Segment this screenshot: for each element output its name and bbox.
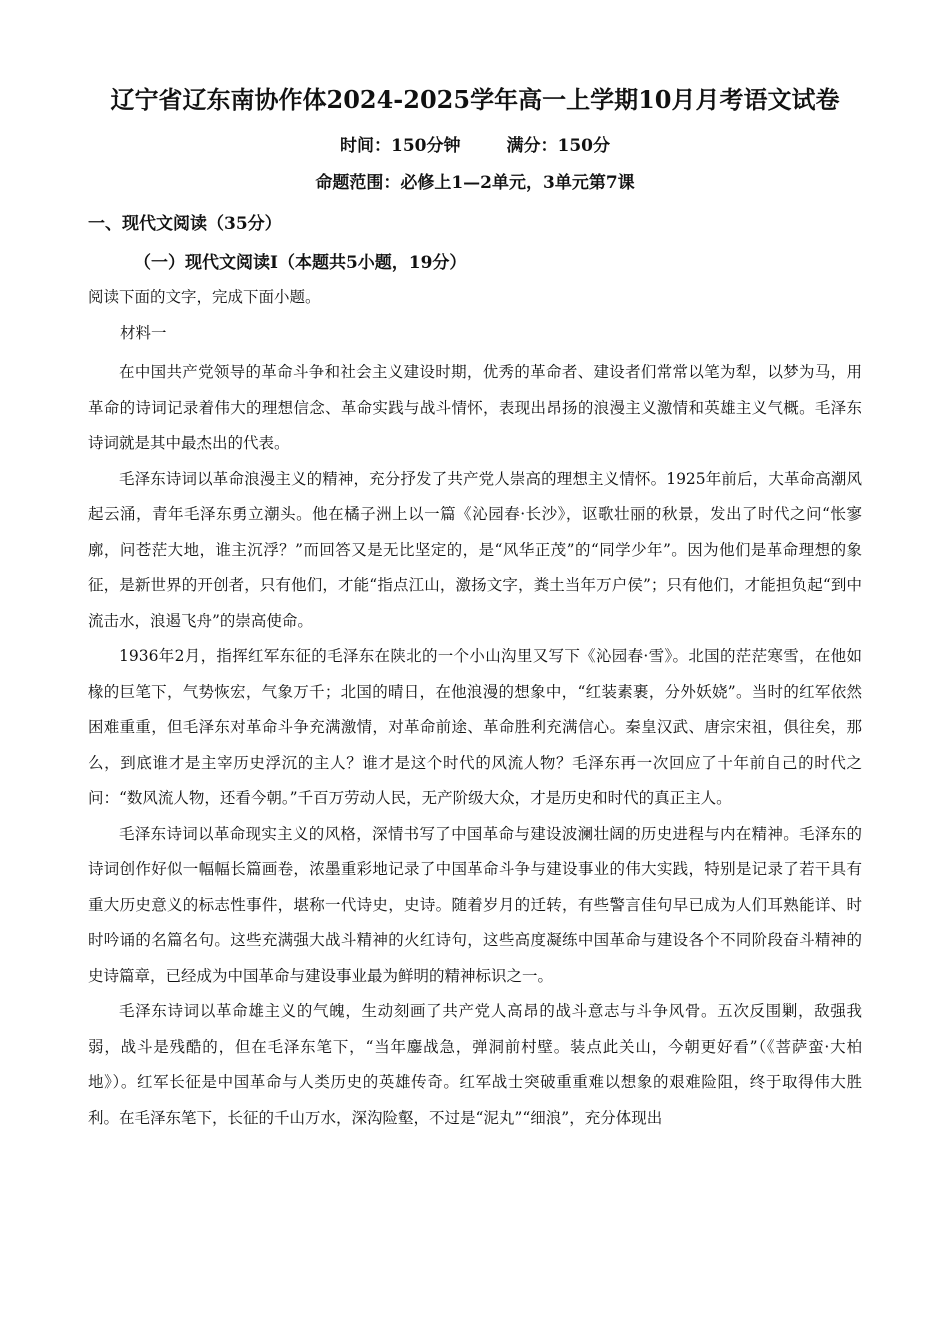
paragraph: 毛泽东诗词以革命现实主义的风格，深情书写了中国革命与建设波澜壮阔的历史进程与内在精神。毛泽东的诗词创作好似一幅幅长篇画卷，浓墨重彩地记录了中国革命斗争与建设事业的伟大实践，特别是记录了若干具有重大历史意义的标志性事件，堪称一代诗史，史诗。随着岁月的迁转，有些警言佳句早已成为人们耳熟能详、时时吟诵的名篇名句。这些充满强大战斗精神的火红诗句，这些高度凝练中国革命与建设各个不同阶段奋斗精神的史诗篇章，已经成为中国革命与建设事业最为鲜明的精神标识之一。 (88, 824, 862, 985)
material-label: 材料一 (120, 324, 167, 342)
exam-title: 辽宁省辽东南协作体2024-2025学年高一上学期10月月考语文试卷 (110, 85, 840, 114)
paragraph: 毛泽东诗词以革命浪漫主义的精神，充分抒发了共产党人崇高的理想主义情怀。1925年前后，大革命高潮风起云涌，青年毛泽东勇立潮头。他在橘子洲上以一篇《沁园春·长沙》，讴歌壮丽的秋景，发出了时代之问“怅寥廓，问苍茫大地，谁主沉浮？”而回答又是无比坚定的，是“风华正茂”的“同学少年”。因为他们是革命理想的象征，是新世界的开创者，只有他们，才能“指点江山，激扬文字，粪土当年万户侯”；只有他们，才能担负起“到中流击水，浪遏飞舟”的崇高使命。 (88, 469, 862, 630)
exam-meta (88, 131, 862, 156)
paragraph: 毛泽东诗词以革命雄主义的气魄，生动刻画了共产党人高昂的战斗意志与斗争风骨。五次反围剿，敌强我弱，战斗是残酷的，但在毛泽东笔下，“当年鏖战急，弹洞前村壁。装点此关山，今朝更好看”（《菩萨蛮·大柏地》）。红军长征是中国革命与人类历史的英雄传奇。红军战士突破重重难以想象的艰难险阻，终于取得伟大胜利。在毛泽东笔下，长征的千山万水，深沟险壑，不过是“泥丸”“细浪”，充分体现出 (88, 1002, 862, 1127)
reading-instruction: 阅读下面的文字，完成下面小题。 (88, 288, 321, 306)
exam-score: 满分：150分 (506, 136, 610, 156)
section-title: 一、现代文阅读（35分） (88, 214, 282, 234)
subsection-title: （一）现代文阅读Ⅰ（本题共5小题，19分） (134, 253, 467, 273)
exam-time: 时间：150分钟 (340, 136, 461, 156)
exam-range: 命题范围：必修上1—2单元，3单元第7课 (315, 173, 635, 193)
paragraph: 1936年2月，指挥红军东征的毛泽东在陕北的一个小山沟里又写下《沁园春·雪》。北国的茫茫寒雪，在他如椽的巨笔下，气势恢宏，气象万千；北国的晴日，在他浪漫的想象中，“红装素裹，分外妖娆”。当时的红军依然困难重重，但毛泽东对革命斗争充满激情，对革命前途、革命胜利充满信心。秦皇汉武、唐宗宋祖，俱往矣，那么，到底谁才是主宰历史浮沉的主人？谁才是这个时代的风流人物？毛泽东再一次回应了十年前自己的时代之问：“数风流人物，还看今朝。”千百万劳动人民，无产阶级大众，才是历史和时代的真正主人。 (88, 647, 862, 807)
paragraph: 在中国共产党领导的革命斗争和社会主义建设时期，优秀的革命者、建设者们常常以笔为犁，以梦为马，用革命的诗词记录着伟大的理想信念、革命实践与战斗情怀，表现出昂扬的浪漫主义激情和英雄主义气概。毛泽东诗词就是其中最杰出的代表。 (88, 363, 862, 452)
